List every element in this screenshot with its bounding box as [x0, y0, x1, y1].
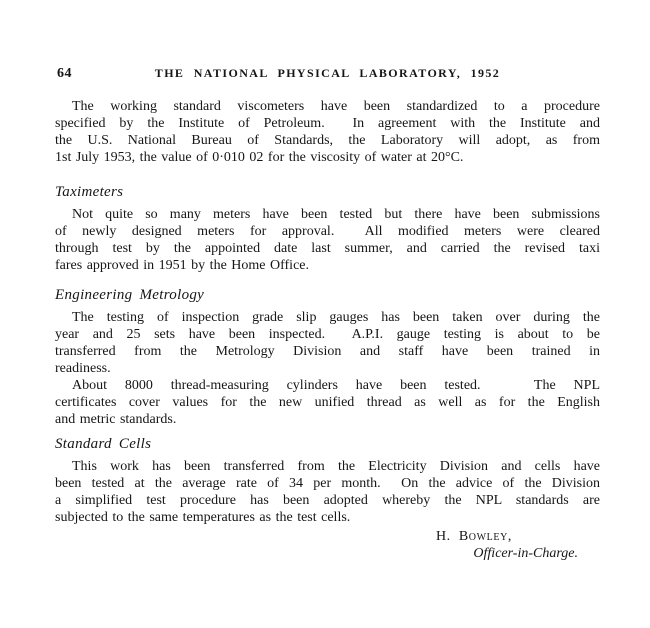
text-line: and metric standards.	[55, 412, 177, 427]
text-line: Not quite so many meters have been tested but there have been submissions	[72, 207, 600, 222]
section-heading-engineering-metrology: Engineering Metrology	[55, 287, 205, 303]
paragraph-standard-cells	[55, 458, 600, 526]
text-line: This work has been transferred from the Electricity Division and cells have	[72, 459, 600, 474]
paragraph-slip-gauges	[55, 309, 600, 377]
signature-role: Officer-in-Charge.	[473, 546, 578, 561]
running-header-title: THE NATIONAL PHYSICAL LABORATORY, 1952	[154, 66, 501, 80]
text-line: readiness.	[55, 361, 111, 376]
section-heading-standard-cells: Standard Cells	[55, 436, 152, 452]
document-page	[55, 66, 600, 562]
paragraph-thread-cylinders	[55, 377, 600, 428]
text-line: fares approved in 1951 by the Home Office.	[55, 258, 309, 273]
paragraph-taximeters	[55, 206, 600, 274]
text-line: a simplified test procedure has been adopted whereby the NPL standards are	[55, 493, 600, 508]
text-line: The working standard viscometers have been standardized to a procedure	[72, 99, 600, 114]
text-line: certificates cover values for the new unified thread as well as for the English	[55, 395, 600, 410]
text-line: specified by the Institute of Petroleum. In agreement with the Institute and	[55, 116, 600, 131]
text-line: through test by the appointed date last summer, and carried the revised taxi	[55, 241, 600, 256]
signature-name: H. Bowley,	[435, 529, 512, 544]
text-line: of newly designed meters for approval. All modified meters were cleared	[55, 224, 600, 239]
text-line: 1st July 1953, the value of 0·010 02 for the viscosity of water at 20°C.	[55, 150, 464, 165]
text-line: transferred from the Metrology Division and staff have been trained in	[55, 344, 600, 359]
text-line: the U.S. National Bureau of Standards, the Laboratory will adopt, as from	[55, 133, 600, 148]
text-line: subjected to the same temperatures as the test cells.	[55, 510, 351, 525]
text-line: been tested at the average rate of 34 per month. On the advice of the Division	[55, 476, 600, 491]
text-line: year and 25 sets have been inspected. A.P.I. gauge testing is about to be	[55, 327, 600, 342]
text-line: About 8000 thread-measuring cylinders have been tested. The NPL	[72, 378, 600, 393]
signature-block	[55, 528, 600, 562]
text-line: The testing of inspection grade slip gauges has been taken over during the	[72, 310, 600, 325]
section-heading-taximeters: Taximeters	[55, 184, 124, 200]
paragraph-viscometers	[55, 98, 600, 166]
running-header	[55, 66, 600, 82]
page-number: 64	[57, 66, 72, 81]
